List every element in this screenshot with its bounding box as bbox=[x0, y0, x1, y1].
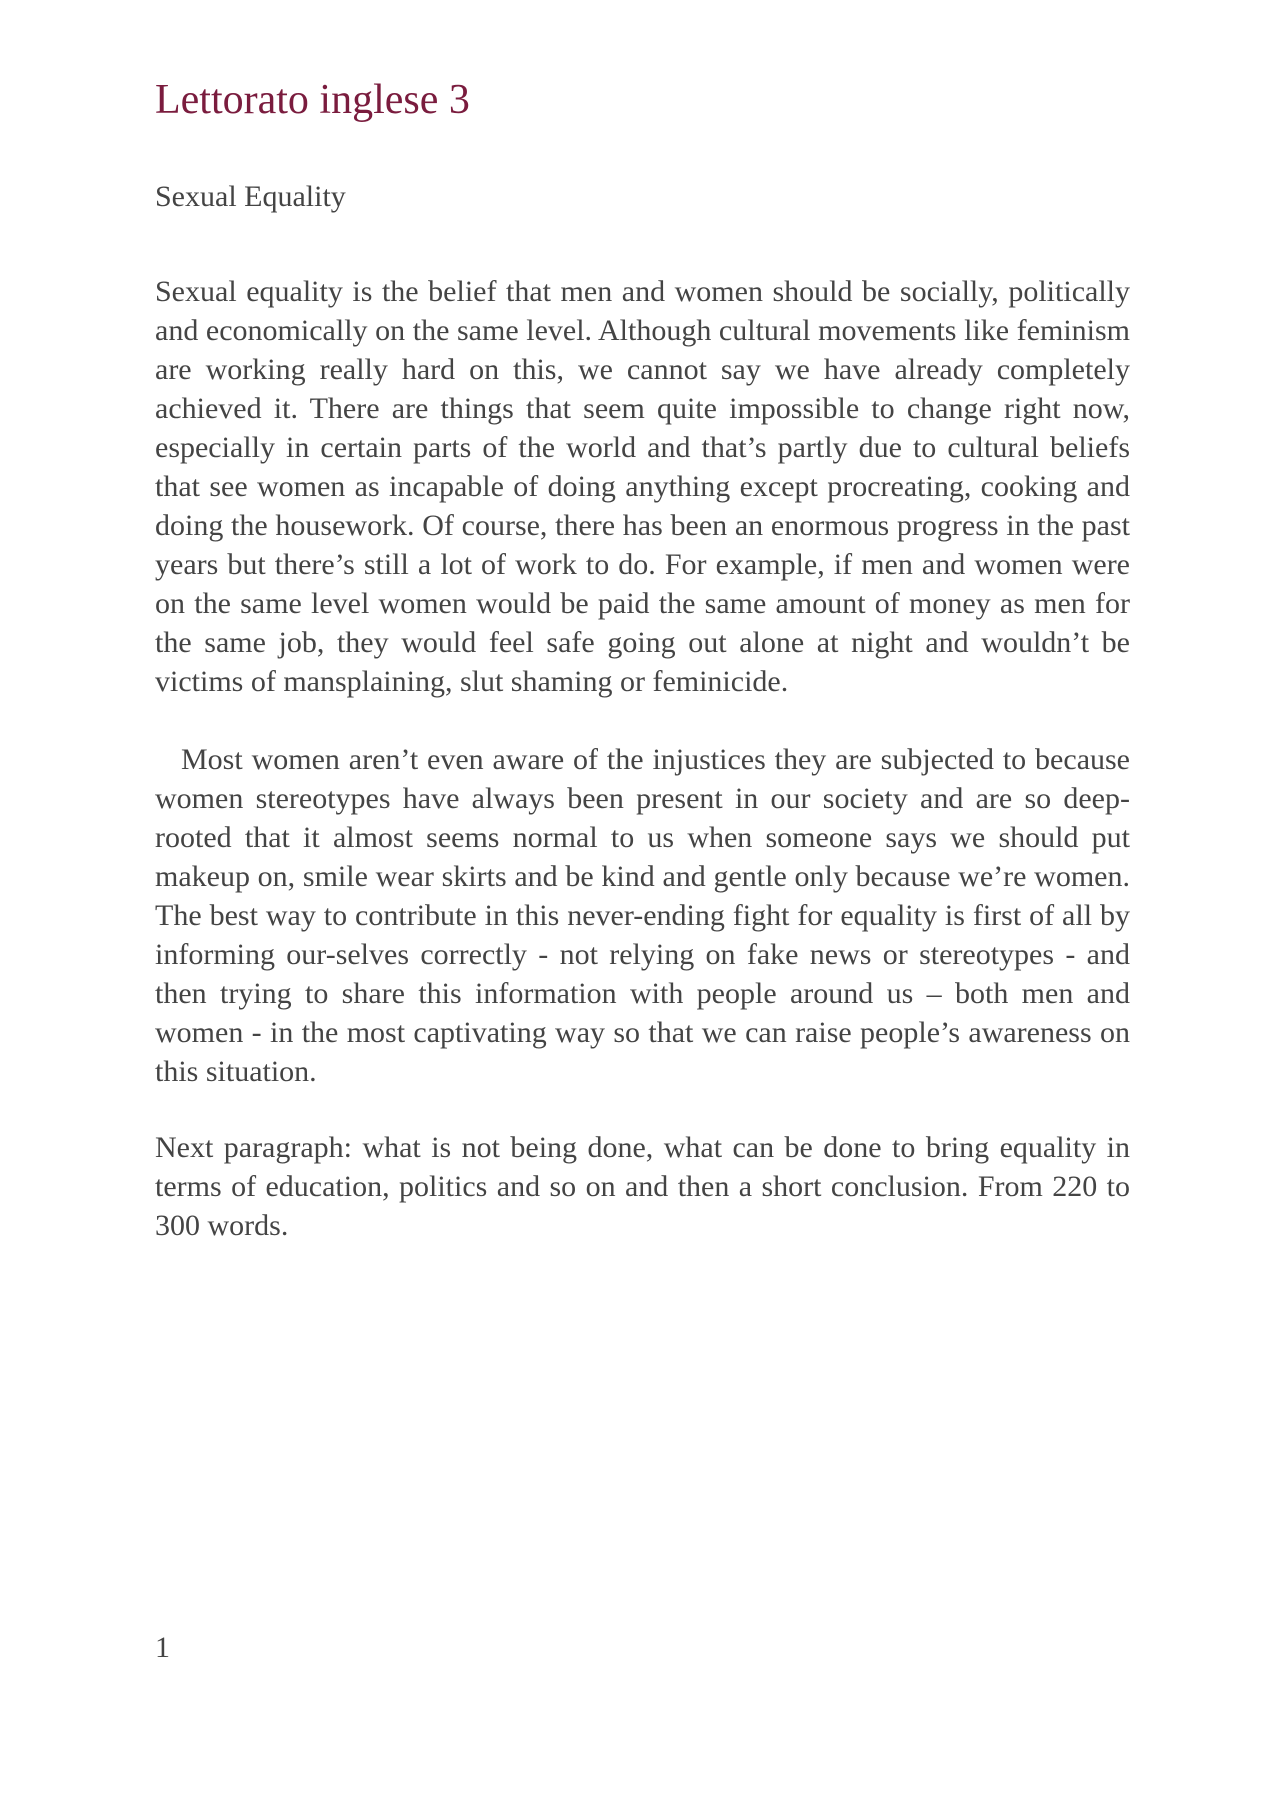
document-page bbox=[155, 0, 1130, 1811]
paragraph-3: Next paragraph: what is not being done, what can be done to bring equality in terms of education, politics and so on and then a short conclusion. From 220 to 300 words. bbox=[155, 1131, 1130, 1242]
page-number: 1 bbox=[155, 1631, 170, 1664]
document-subtitle: Sexual Equality bbox=[155, 180, 346, 213]
paragraph-2: Most women aren’t even aware of the injustices they are subjected to because women stereotypes have always been present in our society and are so deep-rooted that it almost seems normal to us when someone says we should put makeup on, smile wear skirts and be kind and gentle only because we’re women. The best way to contribute in this never-ending fight for equality is first of all by informing our-selves correctly - not relying on fake news or stereotypes - and then trying to share this information with people around us – both men and women - in the most captivating way so that we can raise people’s awareness on this situation. bbox=[155, 743, 1130, 1088]
document-title: Lettorato inglese 3 bbox=[155, 77, 470, 123]
paragraph-1: Sexual equality is the belief that men and women should be socially, politically and economically on the same level. Although cultural movements like feminism are working really hard on this, we cannot say we have already completely achieved it. There are things that seem quite impossible to change right now, especially in certain parts of the world and that’s partly due to cultural beliefs that see women as incapable of doing anything except procreating, cooking and doing the housework. Of course, there has been an enormous progress in the past years but there’s still a lot of work to do. For example, if men and women were on the same level women would be paid the same amount of money as men for the same job, they would feel safe going out alone at night and wouldn’t be victims of mansplaining, slut shaming or feminicide. bbox=[155, 275, 1130, 698]
